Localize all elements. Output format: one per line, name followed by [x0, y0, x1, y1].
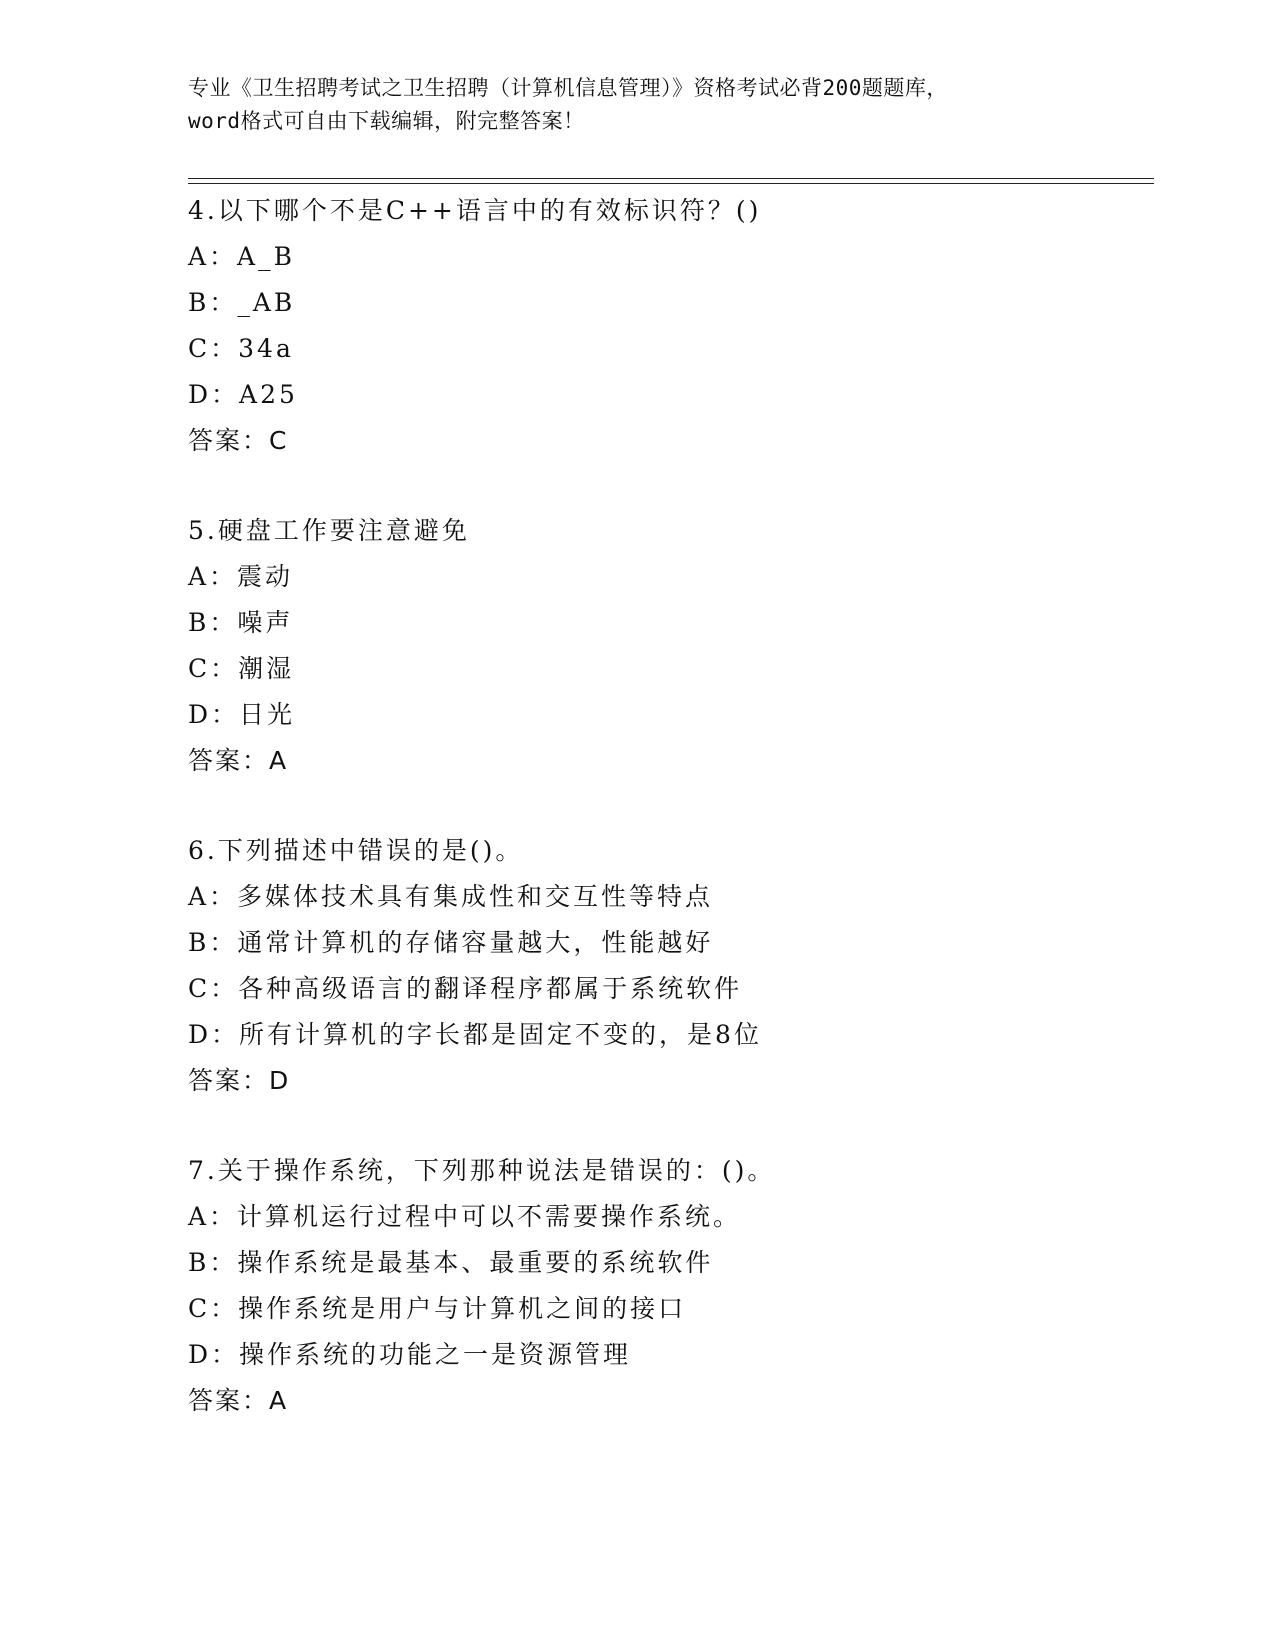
question-stem: 5.硬盘工作要注意避免 [188, 516, 470, 545]
option-b: B：通常计算机的存储容量越大，性能越好 [188, 928, 714, 957]
option-b: B：噪声 [188, 608, 294, 637]
option-b: B：操作系统是最基本、最重要的系统软件 [188, 1248, 714, 1277]
option-a: A：多媒体技术具有集成性和交互性等特点 [188, 882, 714, 911]
option-c: C：潮湿 [188, 654, 295, 683]
header-line-1: 专业《卫生招聘考试之卫生招聘（计算机信息管理）》资格考试必背200题题库， [188, 76, 948, 100]
document-header [188, 72, 1088, 138]
option-a: A：A_B [188, 242, 295, 271]
answer-line: 答案：A [188, 746, 289, 775]
option-c: C：操作系统是用户与计算机之间的接口 [188, 1294, 687, 1323]
option-c: C：34a [188, 334, 294, 363]
question-stem: 6.下列描述中错误的是()。 [188, 836, 524, 865]
option-c: C：各种高级语言的翻译程序都属于系统软件 [188, 974, 743, 1003]
option-d: D：所有计算机的字长都是固定不变的，是8位 [188, 1020, 762, 1049]
answer-line: 答案：C [188, 426, 289, 455]
answer-line: 答案：A [188, 1386, 289, 1415]
header-line-2: word格式可自由下载编辑，附完整答案！ [188, 109, 585, 133]
question-6 [188, 828, 1148, 1104]
question-stem: 7.关于操作系统，下列那种说法是错误的：()。 [188, 1156, 776, 1185]
option-d: D：操作系统的功能之一是资源管理 [188, 1340, 632, 1369]
answer-line: 答案：D [188, 1066, 291, 1095]
option-d: D：日光 [188, 700, 296, 729]
option-a: A：震动 [188, 562, 294, 591]
option-a: A：计算机运行过程中可以不需要操作系统。 [188, 1202, 742, 1231]
question-4 [188, 188, 1148, 464]
header-divider-bottom [188, 183, 1154, 184]
option-d: D：A25 [188, 380, 298, 409]
header-divider-top [188, 178, 1154, 179]
option-b: B：_AB [188, 288, 296, 317]
question-stem: 4.以下哪个不是C++语言中的有效标识符？() [188, 196, 762, 225]
question-5 [188, 508, 1148, 784]
question-7 [188, 1148, 1148, 1424]
